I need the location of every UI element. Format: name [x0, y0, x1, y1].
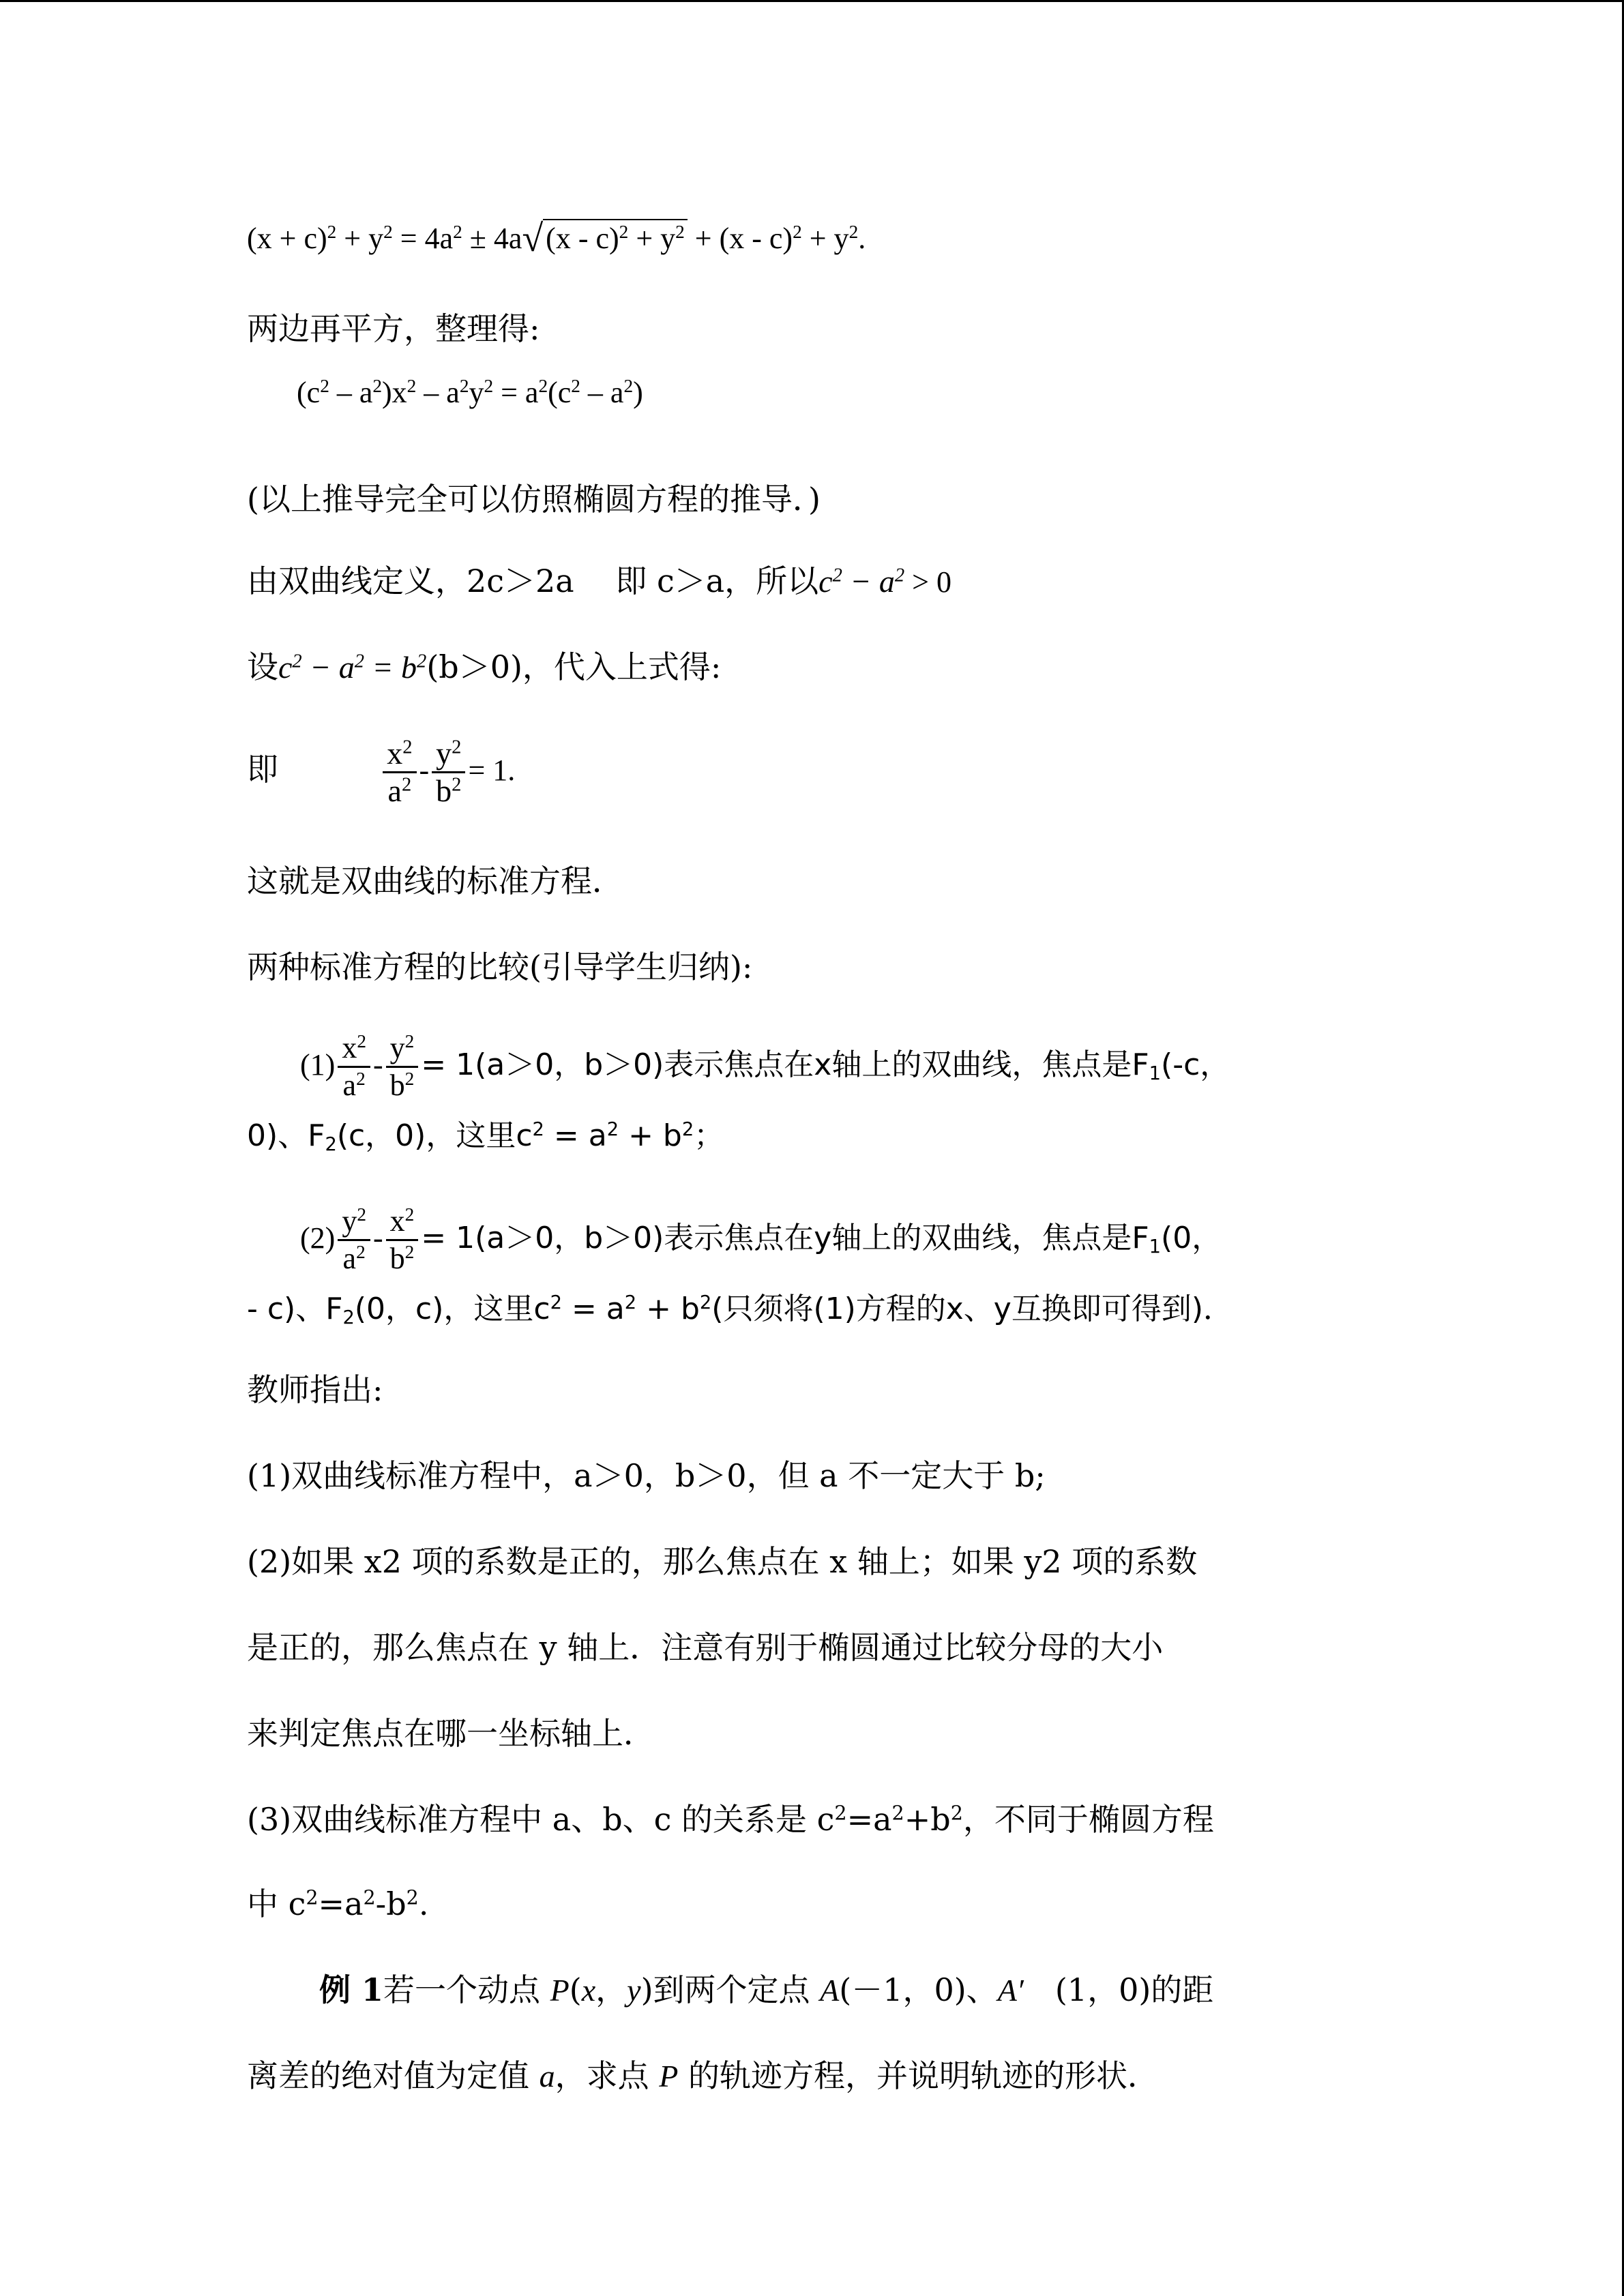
comparison-heading: 两种标准方程的比较(引导学生归纳):: [247, 949, 753, 985]
teacher-points-heading: 教师指出:: [247, 1371, 383, 1408]
standard-equation-line: 即 $\frac{x^2}{a^2}$ - $\frac{y^2}{b^2}$ = 1.: [247, 735, 516, 808]
fraction-y2-b2: $\frac{y^2}{b^2}$: [432, 736, 465, 809]
point-3-line2: 中 $c^2=a^2-b^2$.: [247, 1885, 429, 1922]
equation-squared: $(c^2 - a^2)x^2 - a^2y^2 = a^2(c^2 - a^2)$: [297, 376, 643, 409]
case-2-line1: (2) $\frac{y^2}{a^2}$ - $\frac{x^2}{b^2}$ = 1(a＞0，b＞0)表示焦点在y轴上的双曲线，焦点是$F_1(0$，: [300, 1204, 1222, 1275]
fraction-x2-a2: $\frac{x^2}{a^2}$: [383, 736, 416, 809]
point-2-line3: 来判定焦点在哪一坐标轴上．: [247, 1715, 655, 1752]
point-1: (1)双曲线标准方程中，a＞0，b＞0，但 a 不一定大于 b;: [247, 1457, 1046, 1494]
case-1-line2: 0)、$F_2(c$，0)，这里$c^2 = a^2 + b^2$；: [247, 1118, 724, 1155]
by-definition-line: 由双曲线定义，2c＞2a 即 c＞a，所以$c^2 - a^2 > 0$: [247, 563, 951, 599]
page-border-top: [0, 0, 1624, 2]
standard-equation-note: 这就是双曲线的标准方程．: [247, 863, 623, 899]
example-1-line2: 离差的绝对值为定值 a，求点 P 的轨迹方程，并说明轨迹的形状．: [247, 2057, 1159, 2094]
equation-expanded: $(x + c)^2 + y^2 = 4a^2 \pm 4a√(x - c)^2 + y^2 + (x - c)^2 + y^2$.: [247, 218, 866, 260]
point-2-line2: 是正的，那么焦点在 y 轴上．注意有别于椭圆通过比较分母的大小: [247, 1629, 1164, 1666]
case-1-line1: (1) $\frac{x^2}{a^2}$ - $\frac{y^2}{b^2}$ = 1(a＞0，b＞0)表示焦点在x轴上的双曲线，焦点是$F_1(-c$，: [300, 1030, 1230, 1102]
case-2-line2: - c)、$F_2(0$，c)，这里$c^2 = a^2 + b^2$(只须将(1)方程的x、y互换即可得到)．: [247, 1292, 1234, 1328]
point-3-line1: (3)双曲线标准方程中 a、b、c 的关系是 $c^2=a^2+b^2$，不同于椭圆方程: [247, 1801, 1214, 1838]
example-1-line1: 例 1若一个动点 P(x，y)到两个定点 A(－1，0)、A′ (1，0)的距: [319, 1971, 1214, 2008]
example-label: 例 1: [319, 1971, 384, 2008]
let-line: 设$c^2 - a^2 = b^2(b>0)$，代入上式得:: [247, 648, 722, 685]
derivation-note: (以上推导完全可以仿照椭圆方程的推导．): [247, 481, 821, 518]
square-again-text: 两边再平方，整理得:: [247, 310, 540, 347]
point-2-line1: (2)如果 x2 项的系数是正的，那么焦点在 x 轴上；如果 y2 项的系数: [247, 1543, 1198, 1580]
